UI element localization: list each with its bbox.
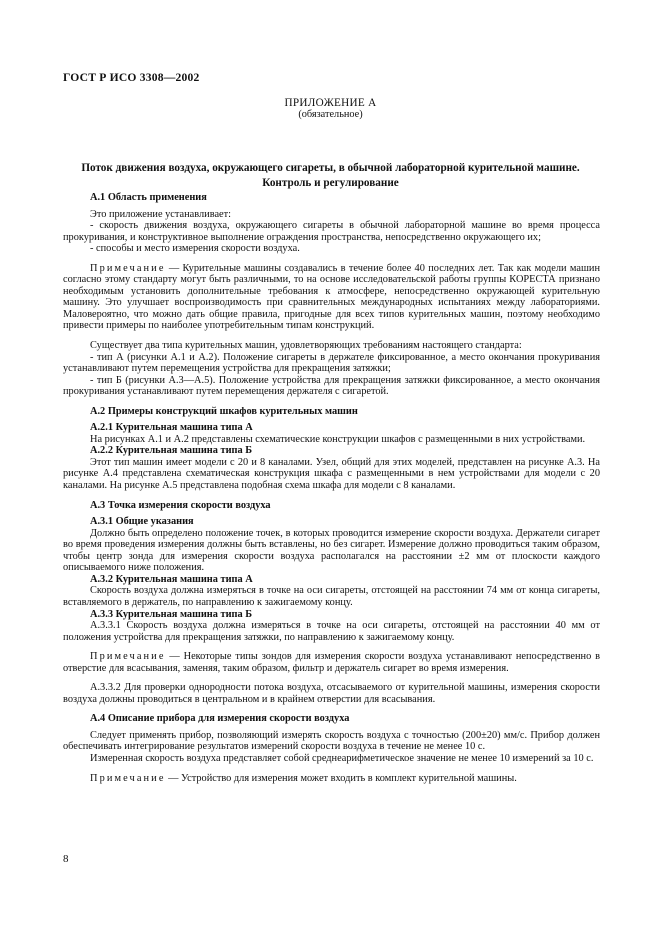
list-item: - тип А (рисунки А.1 и А.2). Положение сигареты в держателе фиксированное, а место окончания прокуривания устанавливают путем перемещения устройства для прекращения затяжки;: [63, 351, 600, 375]
subsection-heading: А.3.2 Курительная машина типа А: [90, 573, 253, 585]
paragraph: Скорость воздуха должна измеряться в точке на оси сигареты, отстоящей на расстоянии 74 мм от конца сигареты, вставляемого в держатель, по направлению к зажигаемому концу.: [63, 585, 600, 608]
appendix-status: (обязательное): [298, 109, 363, 120]
note-label: Примечание: [90, 262, 166, 274]
list-item: - способы и место измерения скорости воздуха.: [90, 243, 300, 255]
subsection-heading: А.3.3 Курительная машина типа Б: [90, 608, 253, 620]
paragraph: Это приложение устанавливает:: [90, 208, 232, 220]
paragraph: Должно быть определено положение точек, в которых проводится измерение скорости воздуха. Держатели сигарет во время проведения измерения должны быть вставлены, но без сигарет. Измерение должно проводиться таким образом, чтобы центр зонда для измерения скорости воздуха располагался на расстоянии ±2 мм от плоскости каждого описываемого ниже положения.: [63, 527, 600, 574]
list-item: - тип Б (рисунки А.3—А.5). Положение устройства для прекращения затяжки фиксированное, а место окончания прокуривания устанавливают путем перемещения держателя с сигаретой.: [63, 374, 600, 398]
page-number: 8: [63, 853, 69, 865]
paragraph: Этот тип машин имеет модели с 20 и 8 каналами. Узел, общий для этих моделей, представлен на рисунке А.3. На рисунке А.4 представлена схематическая конструкция шкафа с размещенными в нем устройствами для модели с 20 каналами. На рисунке А.5 представлена подобная схема шкафа для модели с 8 каналами.: [63, 456, 600, 492]
list-item: - скорость движения воздуха, окружающего сигареты в обычной лабораторной машине во время процесса прокуривания, и конструктивное выполнение ограждения пространства, непосредственно окружающего их;: [63, 220, 600, 243]
section-heading-a3: А.3 Точка измерения скорости воздуха: [90, 499, 271, 511]
main-title-line2: Контроль и регулирование: [262, 177, 399, 189]
appendix-title: ПРИЛОЖЕНИЕ А: [284, 97, 377, 109]
note-text: — Некоторые типы зондов для измерения скорости воздуха устанавливают непосредственно в отверстие для всасывания, заменяя, таким образом, фильтр и держатель сигарет во время измерения.: [63, 651, 600, 674]
main-title-line1: Поток движения воздуха, окружающего сигареты, в обычной лабораторной курительной машине.: [81, 162, 580, 174]
note-label: Примечание: [90, 651, 166, 663]
note: [63, 263, 600, 332]
note-text: — Курительные машины создавались в течение более 40 последних лет. Так как модели машин согласно этому стандарту могут быть различными, то на основе исследовательской работы группы КОРЕСТА признано необходимым установить дополнительные требования к атмосфере, непосредственно окружающей курительную машину. Это улучшает воспроизводимость при сравнительных международных испытаниях между лабораториями. Маловероятно, что можно дать общие правила, пригодные для всех типов курительных машин, поэтому необходимо привести примеры по наиболее употребительным типам конструкций.: [63, 262, 600, 332]
section-heading-a4: А.4 Описание прибора для измерения скорости воздуха: [90, 713, 350, 725]
subsection-heading: А.2.1 Курительная машина типа А: [90, 422, 253, 434]
note-text: — Устройство для измерения может входить в комплект курительной машины.: [165, 772, 517, 784]
note-label: Примечание: [90, 772, 166, 784]
subsection-heading: А.2.2 Курительная машина типа Б: [90, 445, 253, 457]
section-heading-a1: А.1 Область применения: [90, 192, 207, 203]
main-title: [0, 161, 661, 191]
paragraph: А.3.3.1 Скорость воздуха должна измеряться в точке на оси сигареты, отстоящей на расстоянии 40 мм от положения устройства для прекращения затяжки, по направлению к зажигаемому концу.: [63, 620, 600, 643]
standard-header: ГОСТ Р ИСО 3308—2002: [63, 71, 200, 84]
paragraph: А.3.3.2 Для проверки однородности потока воздуха, отсасываемого от курительной машины, измерения скорости воздуха должны проводиться в центральном и в крайнем отверстии для всасывания.: [63, 682, 600, 705]
paragraph: На рисунках А.1 и А.2 представлены схематические конструкции шкафов с размещенными в них устройствами.: [90, 433, 586, 445]
note: [63, 651, 600, 674]
paragraph: Измеренная скорость воздуха представляет собой среднеарифметическое значение не менее 10 измерений за 10 с.: [90, 752, 594, 764]
document-body: [63, 192, 600, 784]
subsection-heading: А.3.1 Общие указания: [90, 516, 194, 528]
paragraph: Существует два типа курительных машин, удовлетворяющих требованиям настоящего стандарта:: [90, 340, 522, 352]
section-heading-a2: А.2 Примеры конструкций шкафов курительных машин: [90, 405, 358, 417]
note: [63, 773, 600, 785]
paragraph: Следует применять прибор, позволяющий измерять скорость воздуха с точностью (200±20) мм/с. Прибор должен обеспечивать интегрирование результатов измерений скорости воздуха в течение не менее 10 с.: [63, 729, 600, 753]
